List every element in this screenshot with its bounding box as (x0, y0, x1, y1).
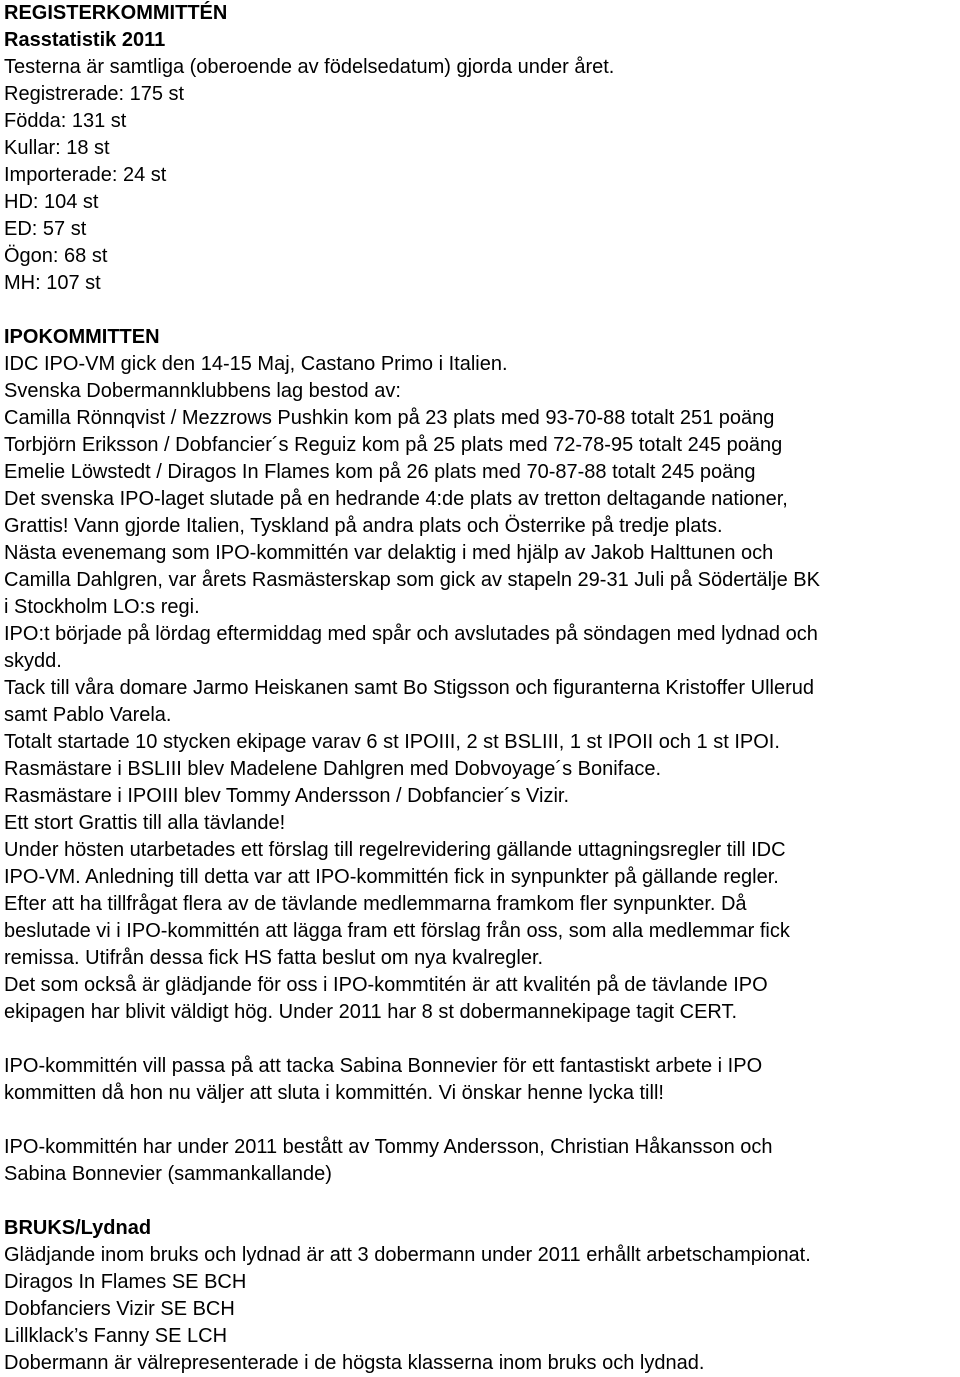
ipo-line: Tack till våra domare Jarmo Heiskanen samt Bo Stigsson och figuranterna Kristoffer Ullerud (4, 677, 814, 699)
bruks-line: Diragos In Flames SE BCH (4, 1271, 247, 1293)
bruks-line: Dobermann är välrepresenterade i de högsta klasserna inom bruks och lydnad. (4, 1352, 705, 1374)
registry-line: HD: 104 st (4, 191, 99, 213)
ipo-line: Svenska Dobermannklubbens lag bestod av: (4, 380, 401, 402)
ipo-line: Efter att ha tillfrågat flera av de tävlande medlemmarna framkom fler synpunkter. Då (4, 893, 747, 915)
bruks-line: Dobfanciers Vizir SE BCH (4, 1298, 235, 1320)
ipo-line: IDC IPO-VM gick den 14-15 Maj, Castano Primo i Italien. (4, 353, 508, 375)
ipo-members-paragraph (4, 1134, 960, 1188)
registry-subheading: Rasstatistik 2011 (4, 29, 166, 51)
ipo-line: Under hösten utarbetades ett förslag till regelrevidering gällande uttagningsregler till IDC (4, 839, 786, 861)
ipo-thanks-line: kommitten då hon nu väljer att sluta i kommittén. Vi önskar henne lycka till! (4, 1082, 664, 1104)
registry-line: Testerna är samtliga (oberoende av födelsedatum) gjorda under året. (4, 56, 615, 78)
ipo-line: Torbjörn Eriksson / Dobfancier´s Reguiz kom på 25 plats med 72-78-95 totalt 245 poäng (4, 434, 783, 456)
bruks-section (4, 1215, 960, 1377)
ipo-line: Det som också är glädjande för oss i IPO-kommtitén är att kvalitén på de tävlande IPO (4, 974, 768, 996)
ipo-line: IPO:t började på lördag eftermiddag med spår och avslutades på söndagen med lydnad och (4, 623, 818, 645)
ipo-line: remissa. Utifrån dessa fick HS fatta beslut om nya kvalregler. (4, 947, 544, 969)
ipo-line: Grattis! Vann gjorde Italien, Tyskland på andra plats och Österrike på tredje plats. (4, 515, 723, 537)
registry-line: Födda: 131 st (4, 110, 127, 132)
registry-line: Registrerade: 175 st (4, 83, 185, 105)
registry-line: Importerade: 24 st (4, 164, 167, 186)
registry-section (4, 0, 960, 297)
paragraph-gap (4, 297, 960, 324)
registry-line: Ögon: 68 st (4, 245, 108, 267)
bruks-heading: BRUKS/Lydnad (4, 1217, 152, 1239)
ipo-line: Emelie Löwstedt / Diragos In Flames kom på 26 plats med 70-87-88 totalt 245 poäng (4, 461, 756, 483)
ipo-line: Rasmästare i IPOIII blev Tommy Andersson / Dobfancier´s Vizir. (4, 785, 570, 807)
ipo-line: beslutade vi i IPO-kommittén att lägga fram ett förslag från oss, som alla medlemmar fick (4, 920, 790, 942)
bruks-line: Glädjande inom bruks och lydnad är att 3 dobermann under 2011 erhållt arbetschampionat. (4, 1244, 811, 1266)
paragraph-gap (4, 1026, 960, 1053)
ipo-line: IPO-VM. Anledning till detta var att IPO-kommittén fick in synpunkter på gällande regler. (4, 866, 779, 888)
registry-line: ED: 57 st (4, 218, 87, 240)
ipo-line: Totalt startade 10 stycken ekipage varav 6 st IPOIII, 2 st BSLIII, 1 st IPOII och 1 st IPOI. (4, 731, 780, 753)
ipo-line: Ett stort Grattis till alla tävlande! (4, 812, 286, 834)
ipo-line: Camilla Rönnqvist / Mezzrows Pushkin kom på 23 plats med 93-70-88 totalt 251 poäng (4, 407, 775, 429)
ipo-line: skydd. (4, 650, 62, 672)
ipo-thanks-line: IPO-kommittén vill passa på att tacka Sabina Bonnevier för ett fantastiskt arbete i IPO (4, 1055, 763, 1077)
registry-line: MH: 107 st (4, 272, 101, 294)
ipo-section (4, 324, 960, 1026)
ipo-line: Camilla Dahlgren, var årets Rasmästerskap som gick av stapeln 29-31 Juli på Södertälje BK (4, 569, 820, 591)
registry-line: Kullar: 18 st (4, 137, 110, 159)
ipo-line: i Stockholm LO:s regi. (4, 596, 200, 618)
ipo-line: ekipagen har blivit väldigt hög. Under 2011 har 8 st dobermannekipage tagit CERT. (4, 1001, 738, 1023)
paragraph-gap (4, 1107, 960, 1134)
ipo-line: Det svenska IPO-laget slutade på en hedrande 4:de plats av tretton deltagande nationer, (4, 488, 788, 510)
ipo-line: Nästa evenemang som IPO-kommittén var delaktig i med hjälp av Jakob Halttunen och (4, 542, 774, 564)
registry-heading: REGISTERKOMMITTÉN (4, 2, 228, 24)
bruks-line: Lillklack’s Fanny SE LCH (4, 1325, 228, 1347)
ipo-members-line: IPO-kommittén har under 2011 bestått av Tommy Andersson, Christian Håkansson och (4, 1136, 773, 1158)
ipo-members-line: Sabina Bonnevier (sammankallande) (4, 1163, 332, 1185)
ipo-thanks-paragraph (4, 1053, 960, 1107)
ipo-heading: IPOKOMMITTEN (4, 326, 160, 348)
paragraph-gap (4, 1188, 960, 1215)
ipo-line: Rasmästare i BSLIII blev Madelene Dahlgren med Dobvoyage´s Boniface. (4, 758, 662, 780)
ipo-line: samt Pablo Varela. (4, 704, 172, 726)
